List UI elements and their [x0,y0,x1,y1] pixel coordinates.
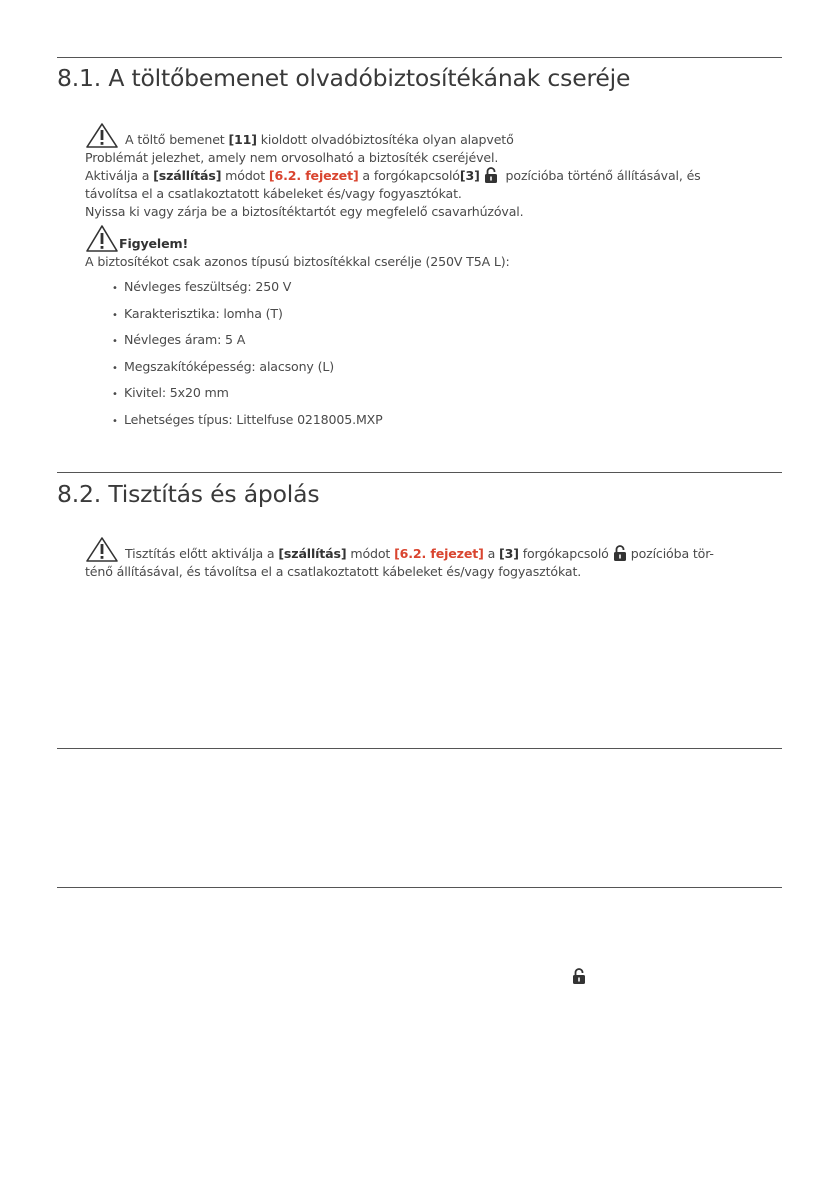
section-divider [57,887,782,888]
cleaning-line-1: Tisztítás előtt aktiválja a [szállítás] módot [6.2. fejezet] a [3] forgókapcsoló pozícióba tör- [85,536,775,563]
list-item: • Névleges feszültség: 250 V [112,278,383,305]
fuse-spec-list [112,278,383,437]
section-divider [57,472,782,473]
section-title-8-2: 8.2. Tisztítás és ápolás [57,480,320,508]
section-title-8-1: 8.1. A töltőbemenet olvadóbiztosítékának cseréje [57,64,631,92]
warning-triangle-icon [85,536,119,562]
section-divider [57,748,782,749]
warning-triangle-icon [85,122,119,148]
intro-line-3: Aktiválja a [szállítás] módot [6.2. fejezet] a forgókapcsoló[3] pozícióba történő állításával, és [85,168,701,183]
intro-line-2: Problémát jelezhet, amely nem orvosolható a biztosíték cseréjével. [85,150,499,165]
section-divider-top [57,57,782,58]
list-item: • Megszakítóképesség: alacsony (L) [112,358,383,385]
intro-line-1: A töltő bemenet [11] kioldott olvadóbiztosítéka olyan alapvető [85,122,775,149]
list-item: • Lehetséges típus: Littelfuse 0218005.MXP [112,411,383,438]
warning-triangle-icon [85,224,119,252]
attention-text: A biztosítékot csak azonos típusú biztosítékkal cserélje (250V T5A L): [85,254,510,269]
attention-heading: Figyelem! [85,224,775,253]
chapter-reference-link[interactable]: [6.2. fejezet] [394,546,484,561]
padlock-icon [484,167,498,183]
intro-line-5: Nyissa ki vagy zárja be a biztosítéktartót egy megfelelő csavarhúzóval. [85,204,524,219]
padlock-icon [572,968,586,984]
list-item: • Névleges áram: 5 A [112,331,383,358]
cleaning-line-2: ténő állításával, és távolítsa el a csatlakoztatott kábeleket és/vagy fogyasztókat. [85,564,582,579]
cleaning-paragraph [85,536,775,581]
chapter-reference-link[interactable]: [6.2. fejezet] [268,168,359,183]
fuse-intro-paragraph [85,122,775,221]
padlock-icon [613,545,627,561]
attention-block [85,224,775,271]
intro-line-4: távolítsa el a csatlakoztatott kábeleket és/vagy fogyasztókat. [85,186,462,201]
list-item: • Kivitel: 5x20 mm [112,384,383,411]
list-item: • Karakterisztika: lomha (T) [112,305,383,332]
